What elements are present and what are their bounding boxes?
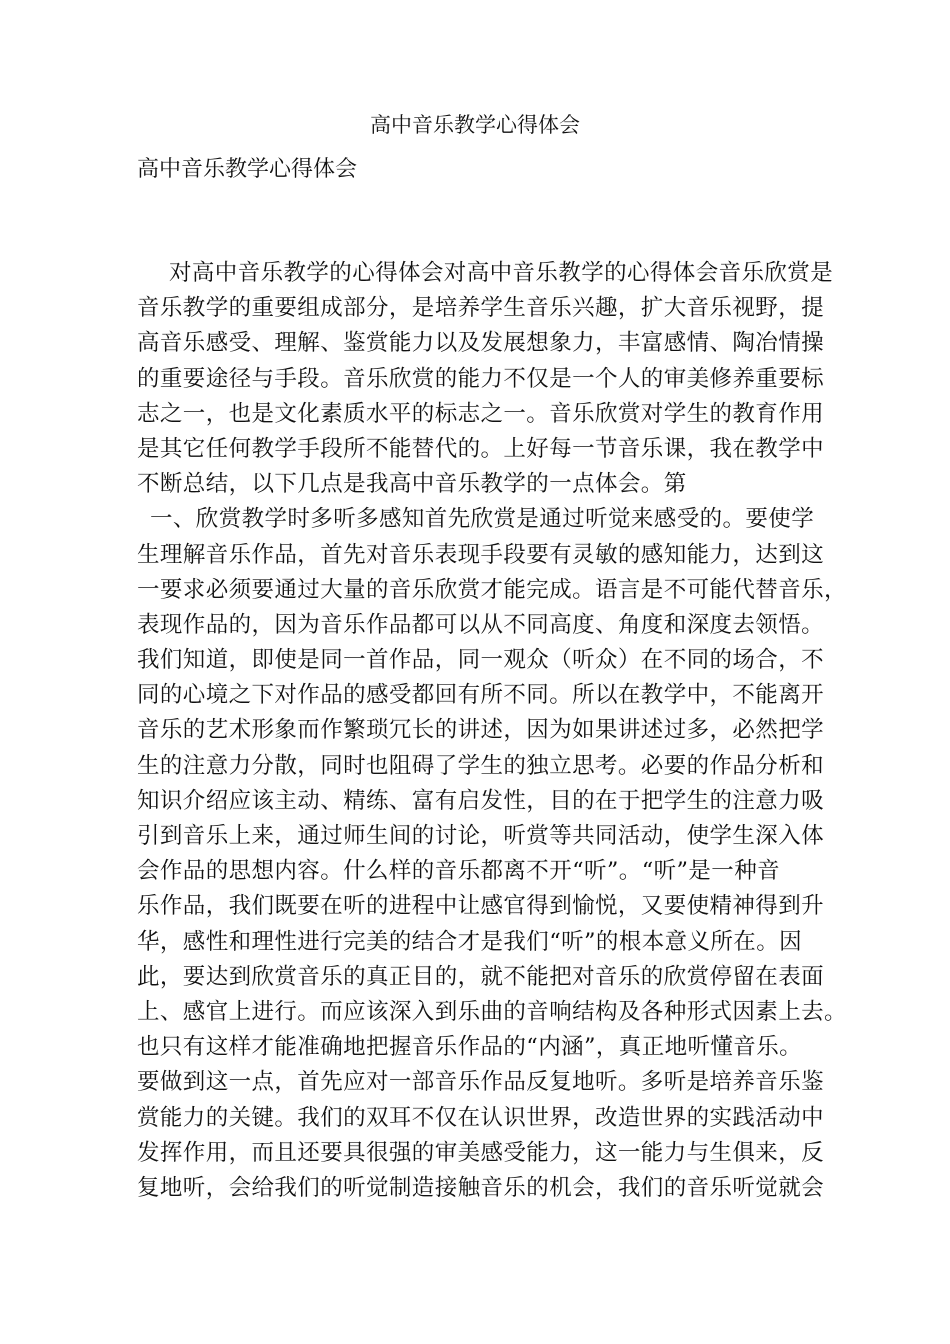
text-line: 复地听，会给我们的听觉制造接触音乐的机会，我们的音乐听觉就会 — [137, 1174, 825, 1201]
text-line: 一、欣赏教学时多听多感知首先欣赏是通过听觉来感受的。要使学 — [150, 506, 815, 533]
text-line: 会作品的思想内容。什么样的音乐都离不开“听”。“听”是一种音 — [137, 858, 781, 885]
text-line: 引到音乐上来，通过师生间的讨论，听赏等共同活动，使学生深入体 — [137, 823, 825, 849]
document-title: 高中音乐教学心得体会 — [370, 113, 580, 137]
text-line: 一要求必须要通过大量的音乐欣赏才能完成。语言是不可能代替音乐， — [137, 576, 847, 603]
text-line: 华，感性和理性进行完美的结合才是我们“听”的根本意义所在。因 — [137, 928, 803, 955]
text-line: 对高中音乐教学的心得体会对高中音乐教学的心得体会音乐欣赏是 — [169, 260, 834, 286]
text-line: 音乐教学的重要组成部分，是培养学生音乐兴趣，扩大音乐视野，提 — [137, 295, 825, 322]
body-text — [137, 256, 847, 1206]
text-line: 乐作品，我们既要在听的进程中让感官得到愉悦，又要使精神得到升 — [137, 893, 825, 920]
document-subtitle: 高中音乐教学心得体会 — [137, 157, 358, 182]
text-line: 音乐的艺术形象而作繁琐冗长的讲述，因为如果讲述过多，必然把学 — [137, 717, 825, 744]
text-line: 赏能力的关键。我们的双耳不仅在认识世界，改造世界的实践活动中 — [137, 1104, 825, 1131]
text-line: 知识介绍应该主动、精练、富有启发性，目的在于把学生的注意力吸 — [137, 787, 825, 814]
text-line: 是其它任何教学手段所不能替代的。上好每一节音乐课，我在教学中 — [137, 435, 825, 462]
text-line: 高音乐感受、理解、鉴赏能力以及发展想象力，丰富感情、陶冶情操 — [137, 330, 825, 357]
text-line: 发挥作用，而且还要具很强的审美感受能力，这一能力与生俱来，反 — [137, 1139, 825, 1166]
text-line: 的重要途径与手段。音乐欣赏的能力不仅是一个人的审美修养重要标 — [137, 365, 825, 392]
text-line: 上、感官上进行。而应该深入到乐曲的音响结构及各种形式因素上去。 — [137, 998, 847, 1025]
text-line: 我们知道，即使是同一首作品，同一观众（听众）在不同的场合，不 — [137, 647, 825, 674]
text-line: 也只有这样才能准确地把握音乐作品的“内涵”，真正地听懂音乐。 — [137, 1034, 803, 1061]
text-line: 要做到这一点，首先应对一部音乐作品反复地听。多听是培养音乐鉴 — [137, 1069, 825, 1096]
text-line: 同的心境之下对作品的感受都回有所不同。所以在教学中，不能离开 — [137, 682, 825, 709]
text-line: 志之一，也是文化素质水平的标志之一。音乐欣赏对学生的教育作用 — [137, 400, 825, 427]
text-line: 不断总结，以下几点是我高中音乐教学的一点体会。第 — [137, 471, 687, 498]
text-line: 表现作品的，因为音乐作品都可以从不同高度、角度和深度去领悟。 — [137, 611, 825, 638]
text-line: 生理解音乐作品，首先对音乐表现手段要有灵敏的感知能力，达到这 — [137, 541, 825, 568]
text-line: 此，要达到欣赏音乐的真正目的，就不能把对音乐的欣赏停留在表面 — [137, 963, 825, 990]
text-line: 生的注意力分散，同时也阻碍了学生的独立思考。必要的作品分析和 — [137, 752, 825, 779]
